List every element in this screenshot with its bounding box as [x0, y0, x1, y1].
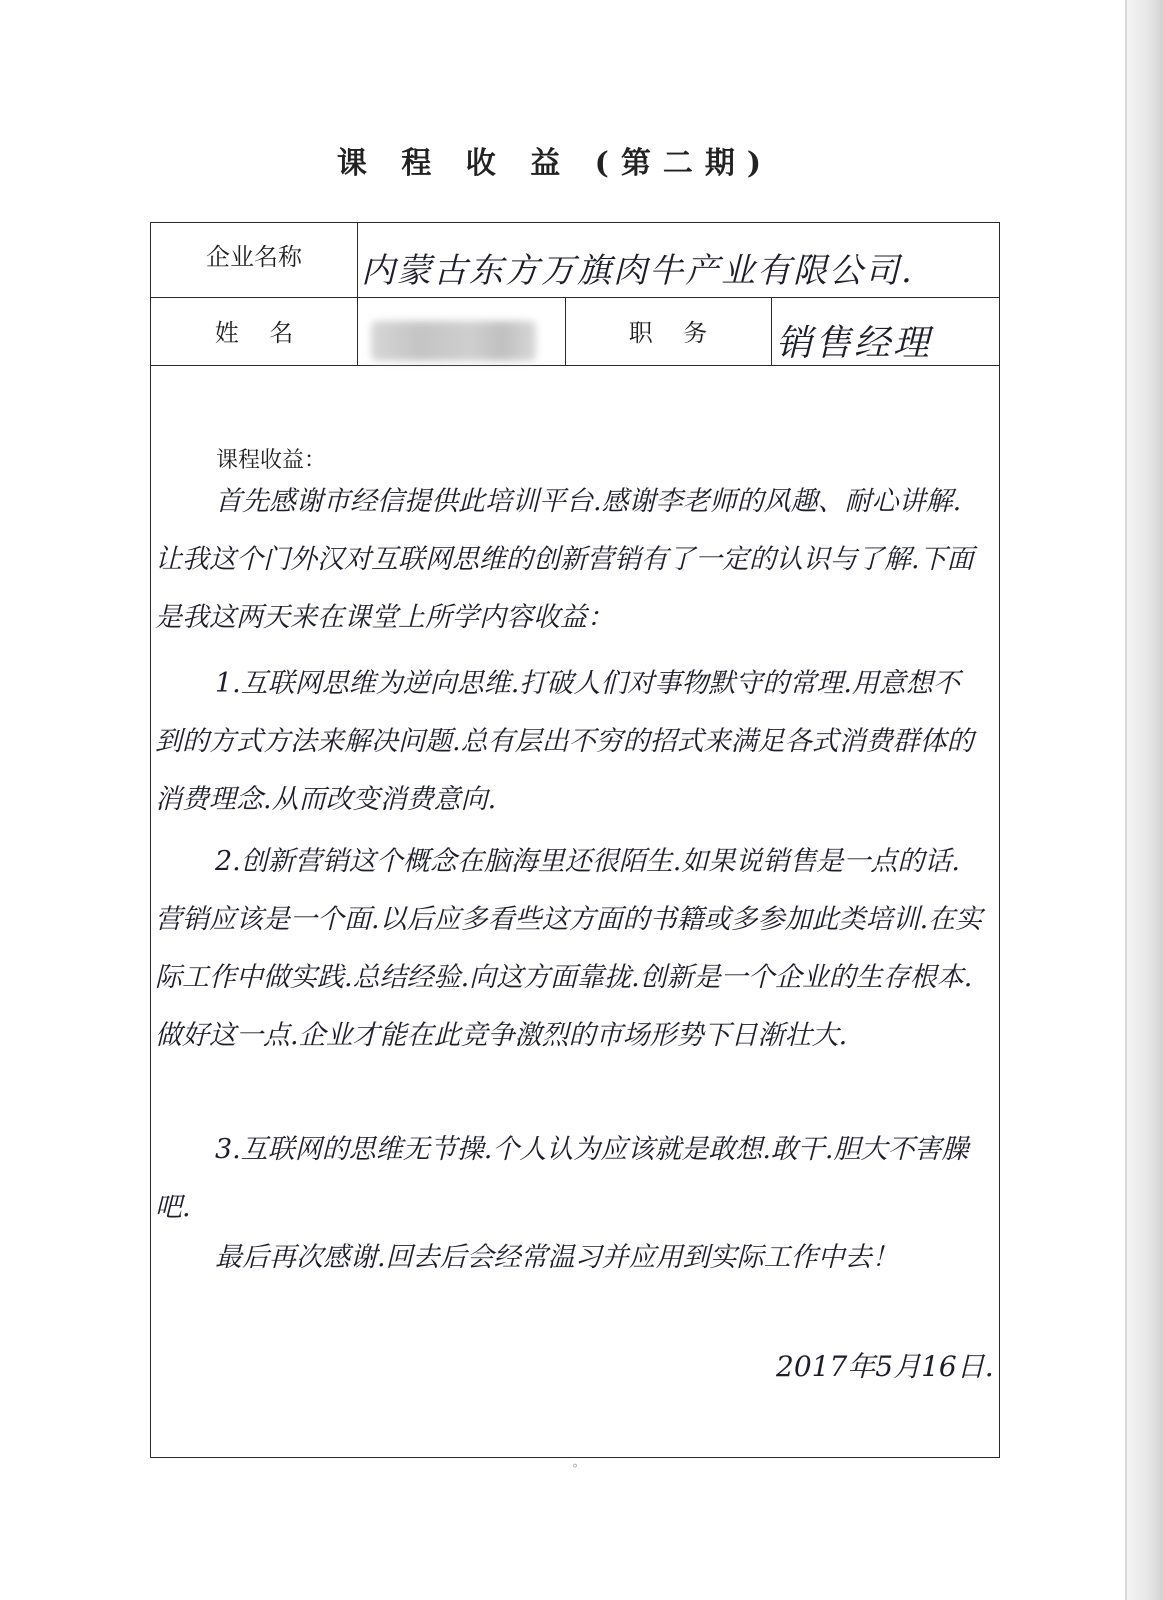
scan-speck: ° [572, 1462, 578, 1476]
company-value: 内蒙古东方万旗肉牛产业有限公司. [361, 251, 914, 291]
paragraph-point-3: 3.互联网的思维无节操.个人认为应该就是敢想.敢干.胆大不害臊吧. [155, 1134, 969, 1223]
column-divider [357, 223, 358, 365]
name-label: 姓 名 [214, 319, 294, 347]
position-value: 销售经理 [776, 323, 933, 364]
column-divider [771, 297, 772, 365]
body-heading: 课程收益： [216, 448, 327, 473]
company-label: 企业名称 [206, 243, 302, 271]
paragraph-closing: 最后再次感谢.回去后会经常温习并应用到实际工作中去！ [215, 1242, 899, 1273]
paragraph-point-1: 1.互联网思维为逆向思维.打破人们对事物默守的常理.用意想不到的方式方法来解决问题.总有层出不穷的招式来满足各式消费群体的消费理念.从而改变消费意向. [155, 668, 974, 815]
scan-edge [1127, 0, 1163, 1600]
feedback-form [150, 222, 1000, 1458]
paragraph-intro: 首先感谢市经信提供此培训平台.感谢李老师的风趣、耐心讲解.让我这个门外汉对互联网思维的创新营销有了一定的认识与了解.下面是我这两天来在课堂上所学内容收益： [155, 486, 974, 633]
redacted-name [371, 321, 536, 361]
position-label: 职 务 [628, 319, 708, 347]
paragraph-point-2: 2.创新营销这个概念在脑海里还很陌生.如果说销售是一点的话.营销应该是一个面.以后应多看些这方面的书籍或多参加此类培训.在实际工作中做实践.总结经验.向这方面靠拢.创新是一个企业的生存根本.做好这一点.企业才能在此竞争激烈的市场形势下日渐壮大. [155, 846, 983, 1051]
document-title: 课 程 收 益 (第二期) [336, 146, 774, 181]
signature-date: 2017年5月16日. [776, 1350, 994, 1383]
row-divider [151, 297, 999, 298]
